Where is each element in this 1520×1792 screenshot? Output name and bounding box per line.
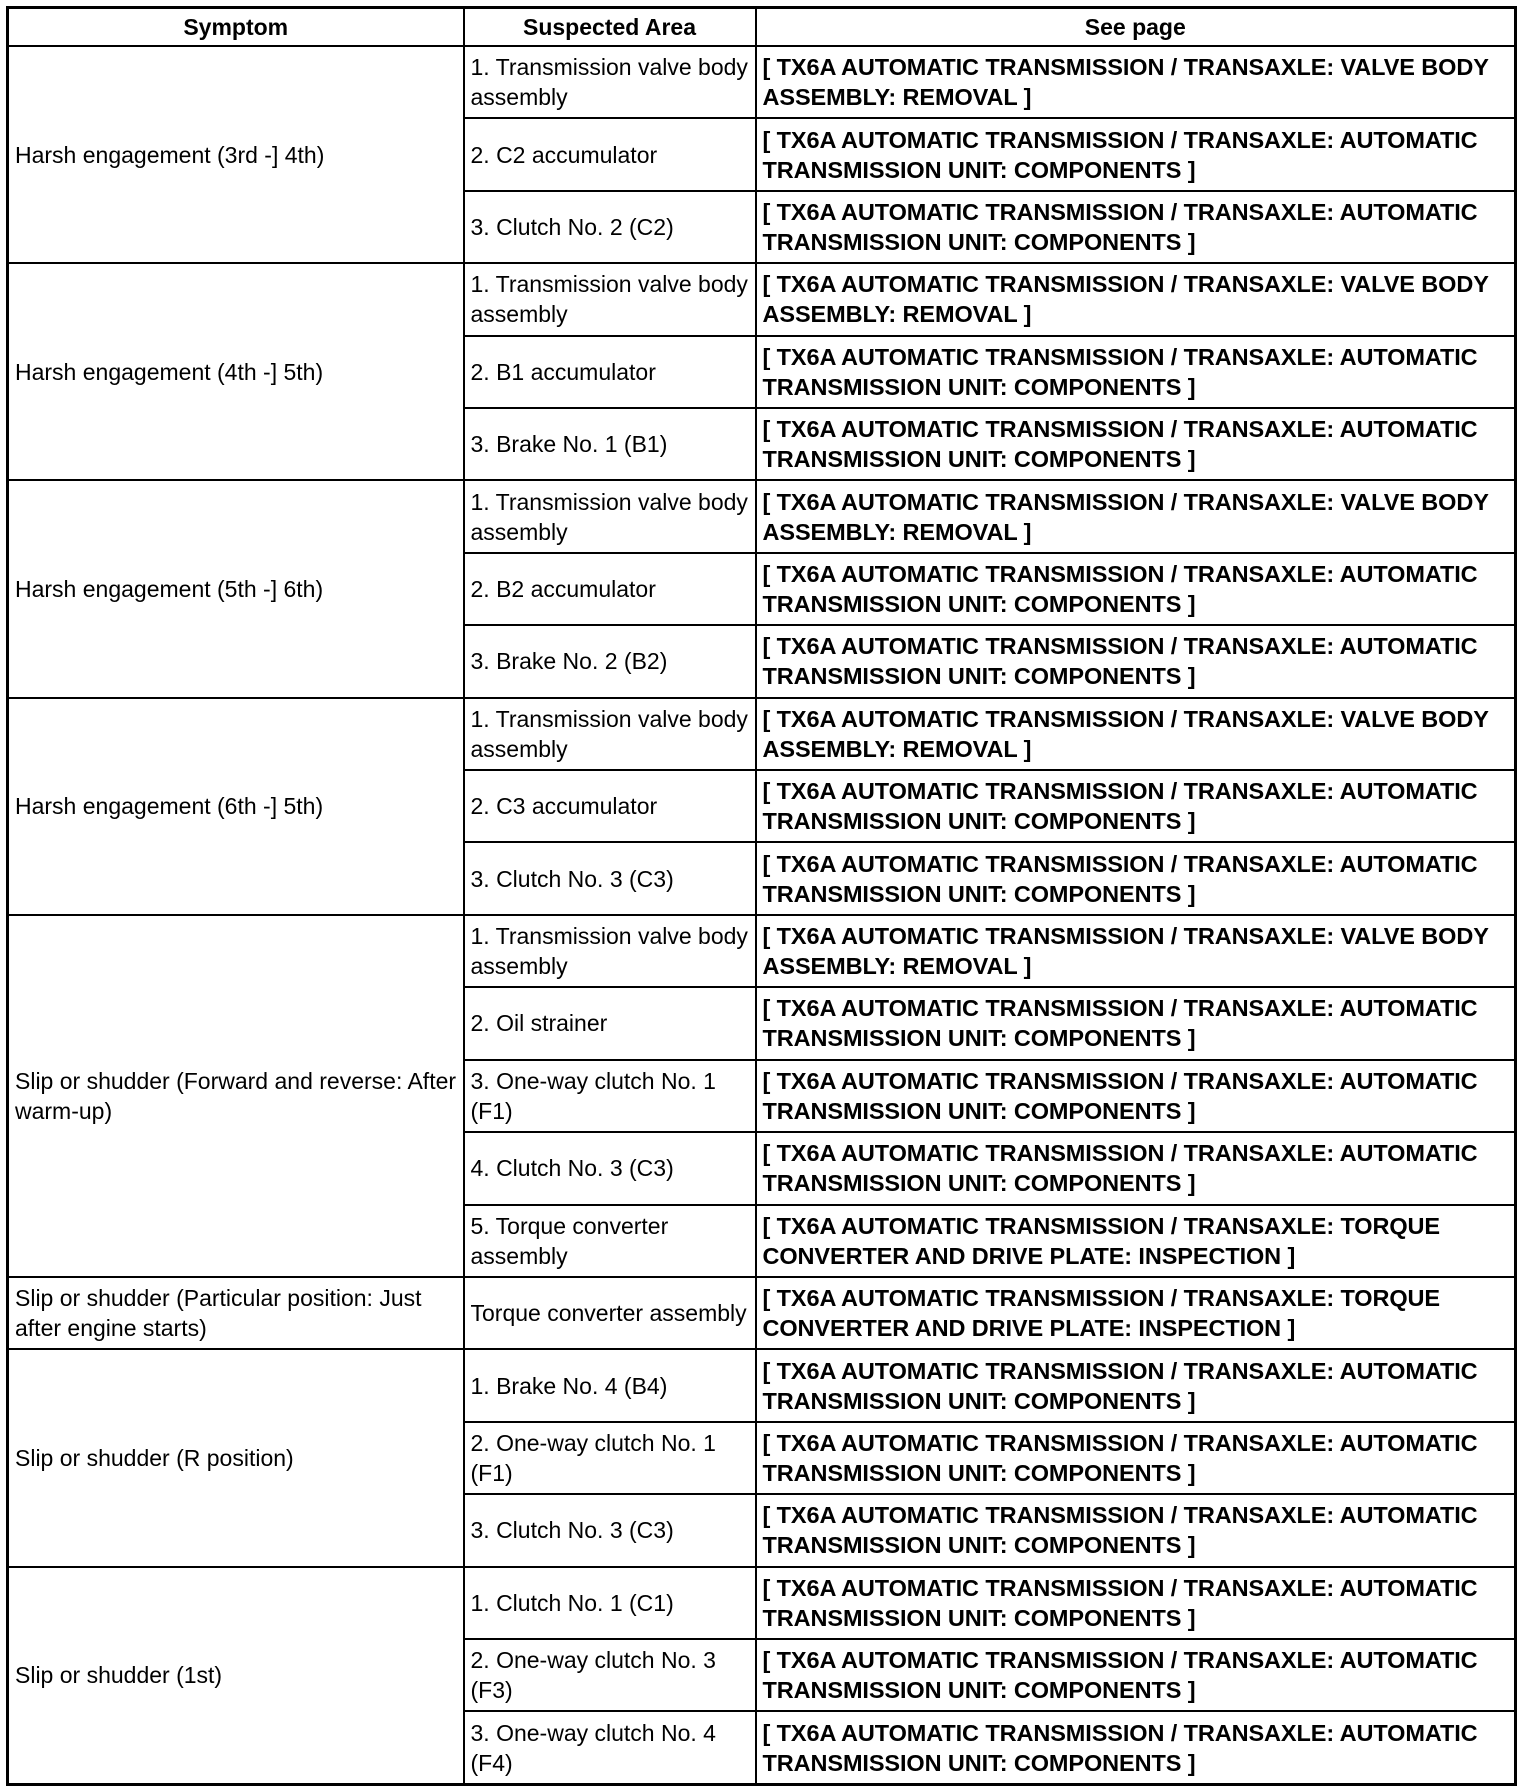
suspected-area-cell: 1. Transmission valve body assembly (464, 698, 756, 770)
symptom-cell: Slip or shudder (R position) (8, 1349, 464, 1566)
suspected-area-cell: 3. Clutch No. 3 (C3) (464, 842, 756, 914)
suspected-area-cell: 1. Transmission valve body assembly (464, 480, 756, 552)
see-page-link[interactable]: [ TX6A AUTOMATIC TRANSMISSION / TRANSAXLE: AUTOMATIC TRANSMISSION UNIT: COMPONENTS ] (756, 1422, 1516, 1494)
suspected-area-cell: 2. B2 accumulator (464, 553, 756, 625)
suspected-area-cell: 2. B1 accumulator (464, 336, 756, 408)
symptom-cell: Slip or shudder (Particular position: Just after engine starts) (8, 1277, 464, 1349)
see-page-link[interactable]: [ TX6A AUTOMATIC TRANSMISSION / TRANSAXLE: AUTOMATIC TRANSMISSION UNIT: COMPONENTS ] (756, 1639, 1516, 1711)
suspected-area-cell: Torque converter assembly (464, 1277, 756, 1349)
see-page-link[interactable]: [ TX6A AUTOMATIC TRANSMISSION / TRANSAXLE: AUTOMATIC TRANSMISSION UNIT: COMPONENTS ] (756, 770, 1516, 842)
see-page-link[interactable]: [ TX6A AUTOMATIC TRANSMISSION / TRANSAXLE: AUTOMATIC TRANSMISSION UNIT: COMPONENTS ] (756, 987, 1516, 1059)
suspected-area-cell: 3. Clutch No. 3 (C3) (464, 1494, 756, 1566)
see-page-link[interactable]: [ TX6A AUTOMATIC TRANSMISSION / TRANSAXLE: VALVE BODY ASSEMBLY: REMOVAL ] (756, 698, 1516, 770)
see-page-link[interactable]: [ TX6A AUTOMATIC TRANSMISSION / TRANSAXLE: AUTOMATIC TRANSMISSION UNIT: COMPONENTS ] (756, 553, 1516, 625)
suspected-area-cell: 2. One-way clutch No. 3 (F3) (464, 1639, 756, 1711)
header-symptom: Symptom (8, 8, 464, 47)
suspected-area-cell: 3. Clutch No. 2 (C2) (464, 191, 756, 263)
suspected-area-cell: 3. Brake No. 1 (B1) (464, 408, 756, 480)
symptom-cell: Harsh engagement (5th -] 6th) (8, 480, 464, 697)
suspected-area-cell: 3. One-way clutch No. 4 (F4) (464, 1711, 756, 1784)
see-page-link[interactable]: [ TX6A AUTOMATIC TRANSMISSION / TRANSAXLE: AUTOMATIC TRANSMISSION UNIT: COMPONENTS ] (756, 842, 1516, 914)
suspected-area-cell: 2. Oil strainer (464, 987, 756, 1059)
table-body (8, 46, 1516, 1785)
symptom-cell: Harsh engagement (3rd -] 4th) (8, 46, 464, 263)
suspected-area-cell: 1. Brake No. 4 (B4) (464, 1349, 756, 1421)
see-page-link[interactable]: [ TX6A AUTOMATIC TRANSMISSION / TRANSAXLE: TORQUE CONVERTER AND DRIVE PLATE: INSPECTION ] (756, 1277, 1516, 1349)
suspected-area-cell: 1. Transmission valve body assembly (464, 915, 756, 987)
table-row (8, 1567, 1516, 1639)
symptom-cell: Slip or shudder (Forward and reverse: After warm-up) (8, 915, 464, 1277)
suspected-area-cell: 3. Brake No. 2 (B2) (464, 625, 756, 697)
suspected-area-cell: 1. Transmission valve body assembly (464, 263, 756, 335)
see-page-link[interactable]: [ TX6A AUTOMATIC TRANSMISSION / TRANSAXLE: AUTOMATIC TRANSMISSION UNIT: COMPONENTS ] (756, 1349, 1516, 1421)
see-page-link[interactable]: [ TX6A AUTOMATIC TRANSMISSION / TRANSAXLE: AUTOMATIC TRANSMISSION UNIT: COMPONENTS ] (756, 408, 1516, 480)
table-row (8, 915, 1516, 987)
suspected-area-cell: 1. Transmission valve body assembly (464, 46, 756, 118)
suspected-area-cell: 4. Clutch No. 3 (C3) (464, 1132, 756, 1204)
document-page (6, 6, 1514, 1786)
see-page-link[interactable]: [ TX6A AUTOMATIC TRANSMISSION / TRANSAXLE: VALVE BODY ASSEMBLY: REMOVAL ] (756, 915, 1516, 987)
see-page-link[interactable]: [ TX6A AUTOMATIC TRANSMISSION / TRANSAXLE: VALVE BODY ASSEMBLY: REMOVAL ] (756, 46, 1516, 118)
see-page-link[interactable]: [ TX6A AUTOMATIC TRANSMISSION / TRANSAXLE: AUTOMATIC TRANSMISSION UNIT: COMPONENTS ] (756, 1567, 1516, 1639)
suspected-area-cell: 1. Clutch No. 1 (C1) (464, 1567, 756, 1639)
suspected-area-cell: 3. One-way clutch No. 1 (F1) (464, 1060, 756, 1132)
symptom-cell: Harsh engagement (4th -] 5th) (8, 263, 464, 480)
symptom-cell: Slip or shudder (1st) (8, 1567, 464, 1785)
suspected-area-cell: 2. C2 accumulator (464, 118, 756, 190)
see-page-link[interactable]: [ TX6A AUTOMATIC TRANSMISSION / TRANSAXLE: AUTOMATIC TRANSMISSION UNIT: COMPONENTS ] (756, 191, 1516, 263)
header-suspected-area: Suspected Area (464, 8, 756, 47)
table-row (8, 698, 1516, 770)
table-row (8, 1349, 1516, 1421)
see-page-link[interactable]: [ TX6A AUTOMATIC TRANSMISSION / TRANSAXLE: VALVE BODY ASSEMBLY: REMOVAL ] (756, 263, 1516, 335)
table-header-row (8, 8, 1516, 47)
table-row (8, 480, 1516, 552)
table-row (8, 46, 1516, 118)
table-row (8, 1277, 1516, 1349)
see-page-link[interactable]: [ TX6A AUTOMATIC TRANSMISSION / TRANSAXLE: AUTOMATIC TRANSMISSION UNIT: COMPONENTS ] (756, 1060, 1516, 1132)
see-page-link[interactable]: [ TX6A AUTOMATIC TRANSMISSION / TRANSAXLE: VALVE BODY ASSEMBLY: REMOVAL ] (756, 480, 1516, 552)
see-page-link[interactable]: [ TX6A AUTOMATIC TRANSMISSION / TRANSAXLE: AUTOMATIC TRANSMISSION UNIT: COMPONENTS ] (756, 118, 1516, 190)
symptom-cell: Harsh engagement (6th -] 5th) (8, 698, 464, 915)
table-row (8, 263, 1516, 335)
header-see-page: See page (756, 8, 1516, 47)
see-page-link[interactable]: [ TX6A AUTOMATIC TRANSMISSION / TRANSAXLE: TORQUE CONVERTER AND DRIVE PLATE: INSPECTION ] (756, 1205, 1516, 1277)
suspected-area-cell: 2. One-way clutch No. 1 (F1) (464, 1422, 756, 1494)
see-page-link[interactable]: [ TX6A AUTOMATIC TRANSMISSION / TRANSAXLE: AUTOMATIC TRANSMISSION UNIT: COMPONENTS ] (756, 1494, 1516, 1566)
see-page-link[interactable]: [ TX6A AUTOMATIC TRANSMISSION / TRANSAXLE: AUTOMATIC TRANSMISSION UNIT: COMPONENTS ] (756, 1132, 1516, 1204)
see-page-link[interactable]: [ TX6A AUTOMATIC TRANSMISSION / TRANSAXLE: AUTOMATIC TRANSMISSION UNIT: COMPONENTS ] (756, 336, 1516, 408)
see-page-link[interactable]: [ TX6A AUTOMATIC TRANSMISSION / TRANSAXLE: AUTOMATIC TRANSMISSION UNIT: COMPONENTS ] (756, 1711, 1516, 1784)
see-page-link[interactable]: [ TX6A AUTOMATIC TRANSMISSION / TRANSAXLE: AUTOMATIC TRANSMISSION UNIT: COMPONENTS ] (756, 625, 1516, 697)
diagnostic-table (6, 6, 1517, 1786)
suspected-area-cell: 2. C3 accumulator (464, 770, 756, 842)
suspected-area-cell: 5. Torque converter assembly (464, 1205, 756, 1277)
